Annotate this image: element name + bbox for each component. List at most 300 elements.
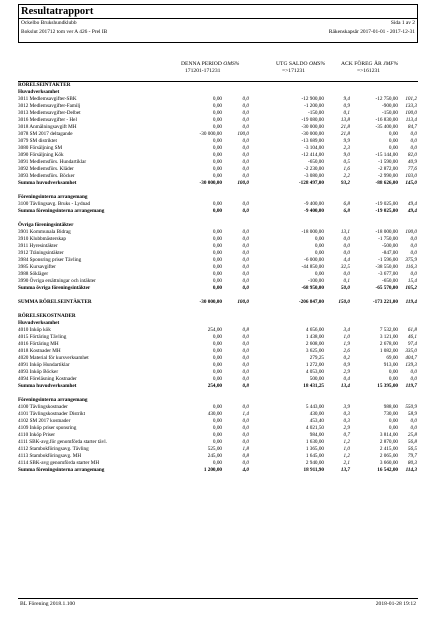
column-prev-range: =>161231 bbox=[357, 68, 381, 74]
prev-amount-cell: -500,00 bbox=[382, 243, 398, 249]
period-amount-cell: 0,00 bbox=[212, 166, 222, 172]
period-amount-cell: 0,00 bbox=[212, 229, 222, 235]
prev-amount-cell: 0,00 bbox=[388, 145, 398, 151]
period-pct-cell: 100,0 bbox=[237, 131, 249, 137]
prev-amount-cell: -1 596,00 bbox=[378, 257, 398, 263]
ytd-pct-cell: 0,0 bbox=[343, 243, 350, 249]
prev-amount-cell: 15 395,00 bbox=[377, 383, 398, 389]
account-row bbox=[18, 460, 418, 467]
ytd-pct-cell: 13,7 bbox=[340, 467, 350, 473]
compare-pct-cell: 61,8 bbox=[407, 327, 417, 333]
footer-timestamp: 2018-01-28 19:12 bbox=[375, 601, 416, 607]
ytd-pct-cell: 3,4 bbox=[343, 327, 350, 333]
report-page bbox=[18, 4, 418, 616]
prev-amount-cell: 0,00 bbox=[388, 131, 398, 137]
prev-amount-cell: -15 144,00 bbox=[375, 152, 398, 158]
period-pct-cell: 0,0 bbox=[242, 166, 249, 172]
column-prev-header bbox=[341, 61, 398, 68]
ytd-amount-cell: -3 080,00 bbox=[304, 173, 324, 179]
report-title: Resultatrapport bbox=[18, 4, 418, 19]
account-row bbox=[18, 236, 418, 243]
ytd-pct-cell: 93,2 bbox=[340, 180, 350, 186]
column-period-pct-label: OMS% bbox=[223, 61, 240, 67]
row-label: Huvudverksamhet bbox=[18, 89, 60, 95]
row-label: 3988 Sökläger bbox=[18, 271, 49, 277]
prev-amount-cell: 0,00 bbox=[388, 425, 398, 431]
subtotal-row bbox=[18, 180, 418, 187]
ytd-amount-cell: 0,00 bbox=[314, 271, 324, 277]
period-pct-cell: 0,8 bbox=[242, 383, 249, 389]
row-label: RÖRELSEINTÄKTER bbox=[18, 82, 71, 88]
prev-amount-cell: 2 065,00 bbox=[379, 453, 398, 459]
period-pct-cell: 100,0 bbox=[237, 299, 249, 305]
period-pct-cell: 0,0 bbox=[242, 425, 249, 431]
row-label: 4010 Inköp kök bbox=[18, 327, 51, 333]
section-heading bbox=[18, 89, 418, 96]
period-pct-cell: 0,0 bbox=[242, 285, 249, 291]
period-pct-cell: 0,0 bbox=[242, 201, 249, 207]
row-spacer bbox=[18, 292, 418, 299]
compare-pct-cell: 0,0 bbox=[410, 250, 417, 256]
row-spacer bbox=[18, 390, 418, 397]
row-label: 4100 Tävlingskostnader bbox=[18, 404, 68, 410]
ytd-amount-cell: 18 431,25 bbox=[303, 383, 324, 389]
period-pct-cell: 0,0 bbox=[242, 355, 249, 361]
prev-amount-cell: 2 678,00 bbox=[379, 341, 398, 347]
period-pct-cell: 0,0 bbox=[242, 243, 249, 249]
period-amount-cell: 0,00 bbox=[212, 376, 222, 382]
period-amount-cell: 0,00 bbox=[212, 103, 222, 109]
ytd-pct-cell: 9,0 bbox=[343, 152, 350, 158]
period-pct-cell: 0,0 bbox=[242, 369, 249, 375]
prev-amount-cell: 7 532,00 bbox=[379, 327, 398, 333]
account-row bbox=[18, 418, 418, 425]
subtotal-row bbox=[18, 383, 418, 390]
prev-amount-cell: -38 550,00 bbox=[375, 264, 398, 270]
compare-pct-cell: 49,4 bbox=[407, 208, 417, 214]
period-pct-cell: 0,0 bbox=[242, 250, 249, 256]
prev-amount-cell: 988,00 bbox=[383, 404, 398, 410]
column-ytd-label: UTG SALDO bbox=[276, 61, 308, 67]
period-pct-cell: 0,0 bbox=[242, 138, 249, 144]
row-label: Summa föreningsinterna arrangemang bbox=[18, 467, 105, 473]
row-label: 4113 Stambokföringsavg. MH bbox=[18, 453, 82, 459]
ytd-pct-cell: 6,8 bbox=[343, 201, 350, 207]
account-row bbox=[18, 425, 418, 432]
row-label: Summa huvudverksamhet bbox=[18, 180, 77, 186]
row-label: 3984 Sponsring priser Tävling bbox=[18, 257, 82, 263]
row-label: 4016 Förtäring MH bbox=[18, 341, 59, 347]
period-amount-cell: 0,00 bbox=[212, 348, 222, 354]
compare-pct-cell: 404,7 bbox=[405, 355, 417, 361]
row-label: 3091 Medlemsförs. Hundartiklar bbox=[18, 159, 87, 165]
bokslut-info: Bokslut 201712 tom ver A 426 - Prel IB bbox=[21, 29, 108, 35]
prev-amount-cell: 3 814,00 bbox=[379, 432, 398, 438]
row-label: 4094 Föreläsning Kostnader bbox=[18, 376, 77, 382]
ytd-amount-cell: -44 850,00 bbox=[301, 264, 324, 270]
compare-pct-cell: 119,7 bbox=[405, 383, 417, 389]
period-amount-cell: 0,00 bbox=[212, 425, 222, 431]
period-amount-cell: 245,00 bbox=[207, 453, 222, 459]
prev-amount-cell: 69,00 bbox=[386, 355, 398, 361]
ytd-amount-cell: 4 053,00 bbox=[305, 369, 324, 375]
compare-pct-cell: 335,0 bbox=[405, 348, 417, 354]
prev-amount-cell: -12 750,00 bbox=[375, 96, 398, 102]
period-amount-cell: 0,00 bbox=[212, 334, 222, 340]
ytd-pct-cell: 0,4 bbox=[343, 376, 350, 382]
ytd-amount-cell: 1 365,00 bbox=[305, 446, 324, 452]
ytd-amount-cell: 453,40 bbox=[309, 418, 324, 424]
period-pct-cell: 0,0 bbox=[242, 348, 249, 354]
row-label: 3012 Medlemsavgifter-Familj bbox=[18, 103, 81, 109]
row-label: 4111 SBK-avg.för genomförda starter tävl. bbox=[18, 439, 107, 445]
ytd-amount-cell: 430,00 bbox=[309, 411, 324, 417]
ytd-pct-cell: 3,9 bbox=[343, 404, 350, 410]
prev-amount-cell: -19 025,00 bbox=[375, 208, 398, 214]
compare-pct-cell: 0,0 bbox=[410, 376, 417, 382]
page-number: Sida 1 av 2 bbox=[390, 20, 415, 26]
account-row bbox=[18, 369, 418, 376]
row-label: 3079 SM distriktet bbox=[18, 138, 57, 144]
ytd-pct-cell: 0,3 bbox=[343, 418, 350, 424]
ytd-amount-cell: -13 689,00 bbox=[301, 138, 324, 144]
compare-pct-cell: 0,0 bbox=[410, 271, 417, 277]
ytd-amount-cell: 1 630,00 bbox=[305, 439, 324, 445]
period-amount-cell: 0,00 bbox=[212, 439, 222, 445]
account-row bbox=[18, 439, 418, 446]
section-heading bbox=[18, 194, 418, 201]
ytd-amount-cell: -150,00 bbox=[308, 110, 324, 116]
period-pct-cell: 0,0 bbox=[242, 439, 249, 445]
period-amount-cell: 0,00 bbox=[212, 432, 222, 438]
period-pct-cell: 0,0 bbox=[242, 341, 249, 347]
account-row bbox=[18, 131, 418, 138]
period-amount-cell: 0,00 bbox=[212, 341, 222, 347]
prev-amount-cell: 2 870,00 bbox=[379, 439, 398, 445]
compare-pct-cell: 97,4 bbox=[407, 341, 417, 347]
account-row bbox=[18, 243, 418, 250]
column-ytd-pct-label: OMS% bbox=[308, 61, 326, 67]
row-label: Summa övriga föreningsintäkter bbox=[18, 285, 91, 291]
period-amount-cell: 254,00 bbox=[207, 383, 222, 389]
ytd-amount-cell: 0,00 bbox=[314, 243, 324, 249]
ytd-amount-cell: -68 950,00 bbox=[301, 285, 324, 291]
report-rows bbox=[18, 82, 418, 474]
compare-pct-cell: 550,9 bbox=[405, 404, 417, 410]
ytd-pct-cell: 1,9 bbox=[343, 341, 350, 347]
period-pct-cell: 0,8 bbox=[242, 453, 249, 459]
account-row bbox=[18, 229, 418, 236]
account-row bbox=[18, 355, 418, 362]
report-header-box bbox=[18, 19, 418, 43]
row-label: 3911 Hyresintäkter bbox=[18, 243, 58, 249]
section-heading bbox=[18, 313, 418, 320]
compare-pct-cell: 145,0 bbox=[405, 180, 417, 186]
section-heading bbox=[18, 82, 418, 89]
ytd-pct-cell: 4,4 bbox=[343, 257, 350, 263]
prev-amount-cell: -2 990,00 bbox=[378, 173, 398, 179]
prev-amount-cell: -1 590,00 bbox=[378, 159, 398, 165]
ytd-pct-cell: 1,0 bbox=[343, 334, 350, 340]
period-amount-cell: 0,00 bbox=[212, 243, 222, 249]
row-label: 4015 Förtäring Tävling bbox=[18, 334, 67, 340]
period-amount-cell: 1 200,00 bbox=[203, 467, 222, 473]
period-amount-cell: 0,00 bbox=[212, 138, 222, 144]
ytd-pct-cell: 0,0 bbox=[343, 236, 350, 242]
ytd-pct-cell: 1,2 bbox=[343, 453, 350, 459]
period-pct-cell: 0,0 bbox=[242, 208, 249, 214]
compare-pct-cell: 58,9 bbox=[407, 411, 417, 417]
period-pct-cell: 0,0 bbox=[242, 257, 249, 263]
prev-amount-cell: 0,00 bbox=[388, 418, 398, 424]
compare-pct-cell: 49,4 bbox=[407, 201, 417, 207]
period-pct-cell: 0,0 bbox=[242, 460, 249, 466]
ytd-amount-cell: -9 400,00 bbox=[304, 208, 324, 214]
period-pct-cell: 0,0 bbox=[242, 362, 249, 368]
prev-amount-cell: -3 677,00 bbox=[378, 271, 398, 277]
period-pct-cell: 0,0 bbox=[242, 103, 249, 109]
period-amount-cell: 0,00 bbox=[212, 250, 222, 256]
account-row bbox=[18, 152, 418, 159]
compare-pct-cell: 56,8 bbox=[407, 439, 417, 445]
ytd-pct-cell: 50,0 bbox=[340, 285, 350, 291]
compare-pct-cell: 0,0 bbox=[410, 131, 417, 137]
ytd-pct-cell: 21,8 bbox=[340, 131, 350, 137]
row-label: 3100 Tävlingsavg. Bruks - Lydnad bbox=[18, 201, 91, 207]
ytd-pct-cell: 0,0 bbox=[343, 271, 350, 277]
compare-pct-cell: 79,7 bbox=[407, 453, 417, 459]
period-pct-cell: 0,0 bbox=[242, 334, 249, 340]
ytd-amount-cell: 1 272,00 bbox=[305, 362, 324, 368]
ytd-amount-cell: 500,00 bbox=[309, 376, 324, 382]
period-pct-cell: 0,0 bbox=[242, 264, 249, 270]
period-pct-cell: 0,8 bbox=[242, 327, 249, 333]
prev-amount-cell: -16 830,00 bbox=[375, 117, 398, 123]
prev-amount-cell: 0,00 bbox=[388, 138, 398, 144]
period-amount-cell: 0,00 bbox=[212, 145, 222, 151]
ytd-amount-cell: -1 200,00 bbox=[304, 103, 324, 109]
row-label: 3013 Medlemsavgifter-Delbet bbox=[18, 110, 81, 116]
account-row bbox=[18, 432, 418, 439]
ytd-pct-cell: 2,6 bbox=[343, 348, 350, 354]
row-label: Summa föreningsinterna arrangemang bbox=[18, 208, 105, 214]
ytd-pct-cell: 2,1 bbox=[343, 460, 350, 466]
row-label: 4110 Inköp Priser bbox=[18, 432, 55, 438]
period-pct-cell: 0,0 bbox=[242, 418, 249, 424]
compare-pct-cell: 77,6 bbox=[407, 166, 417, 172]
ytd-amount-cell: -650,00 bbox=[308, 159, 324, 165]
period-amount-cell: 0,00 bbox=[212, 404, 222, 410]
period-amount-cell: -30 000,00 bbox=[199, 180, 222, 186]
row-label: 4112 Stambokföringsavg. Tävling bbox=[18, 446, 89, 452]
prev-amount-cell: -650,00 bbox=[382, 278, 398, 284]
ytd-amount-cell: -18 000,00 bbox=[301, 229, 324, 235]
ytd-pct-cell: 0,9 bbox=[343, 103, 350, 109]
ytd-amount-cell: 2 940,00 bbox=[305, 460, 324, 466]
period-amount-cell: 0,00 bbox=[212, 124, 222, 130]
compare-pct-cell: 103,0 bbox=[405, 173, 417, 179]
account-row bbox=[18, 376, 418, 383]
ytd-pct-cell: 32,5 bbox=[340, 264, 350, 270]
row-label: 3912 Träningsintäkter bbox=[18, 250, 64, 256]
account-row bbox=[18, 348, 418, 355]
ytd-amount-cell: 0,00 bbox=[314, 250, 324, 256]
prev-amount-cell: -150,00 bbox=[382, 110, 398, 116]
prev-amount-cell: 3 121,00 bbox=[379, 334, 398, 340]
account-row bbox=[18, 117, 418, 124]
period-amount-cell: 0,00 bbox=[212, 236, 222, 242]
account-row bbox=[18, 145, 418, 152]
column-period-range: 171201-171231 bbox=[185, 68, 221, 74]
account-row bbox=[18, 124, 418, 131]
row-label: 3093 Medlemsförs. Böcker bbox=[18, 173, 75, 179]
compare-pct-cell: 101,2 bbox=[405, 96, 417, 102]
ytd-pct-cell: 9,9 bbox=[343, 138, 350, 144]
row-label: Övriga föreningsintäkter bbox=[18, 222, 74, 228]
compare-pct-cell: 0,0 bbox=[410, 369, 417, 375]
account-row bbox=[18, 110, 418, 117]
period-pct-cell: 0,0 bbox=[242, 110, 249, 116]
period-pct-cell: 1,8 bbox=[242, 446, 249, 452]
row-label: 3910 Klubbmästerskap bbox=[18, 236, 66, 242]
compare-pct-cell: 133,3 bbox=[405, 103, 417, 109]
prev-amount-cell: 1 082,00 bbox=[379, 348, 398, 354]
prev-amount-cell: 16 542,00 bbox=[377, 467, 398, 473]
section-heading bbox=[18, 397, 418, 404]
prev-amount-cell: 730,00 bbox=[383, 411, 398, 417]
period-pct-cell: 0,0 bbox=[242, 278, 249, 284]
period-amount-cell: -30 000,00 bbox=[199, 131, 222, 137]
period-amount-cell: 0,00 bbox=[212, 159, 222, 165]
period-pct-cell: 0,0 bbox=[242, 229, 249, 235]
ytd-amount-cell: 1 645,00 bbox=[305, 453, 324, 459]
account-row bbox=[18, 362, 418, 369]
ytd-amount-cell: 279,25 bbox=[309, 355, 324, 361]
period-amount-cell: 0,00 bbox=[212, 152, 222, 158]
period-pct-cell: 0,0 bbox=[242, 96, 249, 102]
ytd-pct-cell: 2,2 bbox=[343, 173, 350, 179]
compare-pct-cell: 105,2 bbox=[405, 285, 417, 291]
ytd-amount-cell: 4 656,00 bbox=[305, 327, 324, 333]
ytd-amount-cell: 5 443,00 bbox=[305, 404, 324, 410]
ytd-amount-cell: 18 911,90 bbox=[303, 467, 324, 473]
subtotal-row bbox=[18, 467, 418, 474]
row-label: 3090 Försäljning Kök bbox=[18, 152, 64, 158]
ytd-pct-cell: 6,8 bbox=[343, 208, 350, 214]
ytd-pct-cell: 13,1 bbox=[340, 229, 350, 235]
row-label: 3018 Anmälningsavgift MH bbox=[18, 124, 77, 130]
ytd-pct-cell: 0,1 bbox=[343, 278, 350, 284]
row-label: 4101 Tävlingskostnader Distrikt bbox=[18, 411, 86, 417]
row-spacer bbox=[18, 187, 418, 194]
account-row bbox=[18, 159, 418, 166]
period-pct-cell: 0,0 bbox=[242, 404, 249, 410]
compare-pct-cell: 84,7 bbox=[407, 124, 417, 130]
column-prev-label: ACK FÖREG ÅR bbox=[341, 61, 382, 67]
column-ytd-range: =>171231 bbox=[282, 68, 306, 74]
ytd-amount-cell: -6 000,00 bbox=[304, 257, 324, 263]
column-period-label: DENNA PERIOD bbox=[181, 61, 222, 67]
period-amount-cell: 0,00 bbox=[212, 460, 222, 466]
ytd-amount-cell: -206 847,00 bbox=[298, 299, 324, 305]
account-row bbox=[18, 257, 418, 264]
account-row bbox=[18, 201, 418, 208]
row-label: 4020 Material för kursverksamhet bbox=[18, 355, 89, 361]
ytd-pct-cell: 0,1 bbox=[343, 110, 350, 116]
compare-pct-cell: 15,4 bbox=[407, 278, 417, 284]
report-footer bbox=[18, 598, 418, 607]
period-amount-cell: 254,00 bbox=[207, 327, 222, 333]
ytd-amount-cell: 1 438,00 bbox=[305, 334, 324, 340]
ytd-pct-cell: 0,0 bbox=[343, 250, 350, 256]
compare-pct-cell: 100,0 bbox=[405, 229, 417, 235]
compare-pct-cell: 139,3 bbox=[405, 362, 417, 368]
row-label: Föreningsinterna arrangemang bbox=[18, 397, 88, 403]
account-row bbox=[18, 173, 418, 180]
compare-pct-cell: 375,9 bbox=[405, 257, 417, 263]
ytd-amount-cell: -30 000,00 bbox=[301, 124, 324, 130]
ytd-pct-cell: 9,4 bbox=[343, 96, 350, 102]
prev-amount-cell: -19 025,00 bbox=[375, 201, 398, 207]
prev-amount-cell: 0,00 bbox=[388, 376, 398, 382]
compare-pct-cell: 0,0 bbox=[410, 243, 417, 249]
period-amount-cell: 0,00 bbox=[212, 362, 222, 368]
prev-amount-cell: 3 660,00 bbox=[379, 460, 398, 466]
prev-amount-cell: -1 750,00 bbox=[378, 236, 398, 242]
ytd-amount-cell: 984,00 bbox=[309, 432, 324, 438]
row-label: 4109 Inköp priser sponsring bbox=[18, 425, 77, 431]
ytd-amount-cell: -12 900,00 bbox=[301, 96, 324, 102]
ytd-pct-cell: 0,5 bbox=[343, 159, 350, 165]
compare-pct-cell: 0,0 bbox=[410, 145, 417, 151]
period-amount-cell: 0,00 bbox=[212, 96, 222, 102]
ytd-pct-cell: 0,7 bbox=[343, 432, 350, 438]
ytd-amount-cell: -2 230,00 bbox=[304, 166, 324, 172]
compare-pct-cell: 40,9 bbox=[407, 159, 417, 165]
prev-amount-cell: -847,00 bbox=[382, 250, 398, 256]
ytd-pct-cell: 0,9 bbox=[343, 362, 350, 368]
compare-pct-cell: 0,0 bbox=[410, 425, 417, 431]
column-prev-pct-label: JMF% bbox=[383, 61, 399, 67]
row-label: 4018 Kostnader MH bbox=[18, 348, 61, 354]
period-amount-cell: 0,00 bbox=[212, 271, 222, 277]
account-row bbox=[18, 278, 418, 285]
compare-pct-cell: 25,8 bbox=[407, 432, 417, 438]
subtotal-row bbox=[18, 285, 418, 292]
column-ytd-header bbox=[276, 61, 325, 68]
prev-amount-cell: 913,00 bbox=[383, 362, 398, 368]
ytd-pct-cell: 21,8 bbox=[340, 124, 350, 130]
period-pct-cell: 0,0 bbox=[242, 124, 249, 130]
row-label: 4091 Inköp Hundartiklar bbox=[18, 362, 70, 368]
row-label: SUMMA RÖRELSEINTÄKTER bbox=[18, 299, 92, 305]
account-row bbox=[18, 404, 418, 411]
ytd-pct-cell: 1,6 bbox=[343, 166, 350, 172]
account-row bbox=[18, 411, 418, 418]
prev-amount-cell: 0,00 bbox=[388, 369, 398, 375]
period-amount-cell: 0,00 bbox=[212, 418, 222, 424]
period-pct-cell: 0,0 bbox=[242, 173, 249, 179]
compare-pct-cell: 82,0 bbox=[407, 152, 417, 158]
prev-amount-cell: -88 626,00 bbox=[375, 180, 398, 186]
row-label: Föreningsinterna arrangemang bbox=[18, 194, 88, 200]
period-amount-cell: 0,00 bbox=[212, 173, 222, 179]
period-amount-cell: 0,00 bbox=[212, 369, 222, 375]
row-label: 3016 Medlemsavgifter - Hel bbox=[18, 117, 77, 123]
ytd-amount-cell: 0,00 bbox=[314, 236, 324, 242]
prev-amount-cell: -65 570,00 bbox=[375, 285, 398, 291]
account-row bbox=[18, 96, 418, 103]
